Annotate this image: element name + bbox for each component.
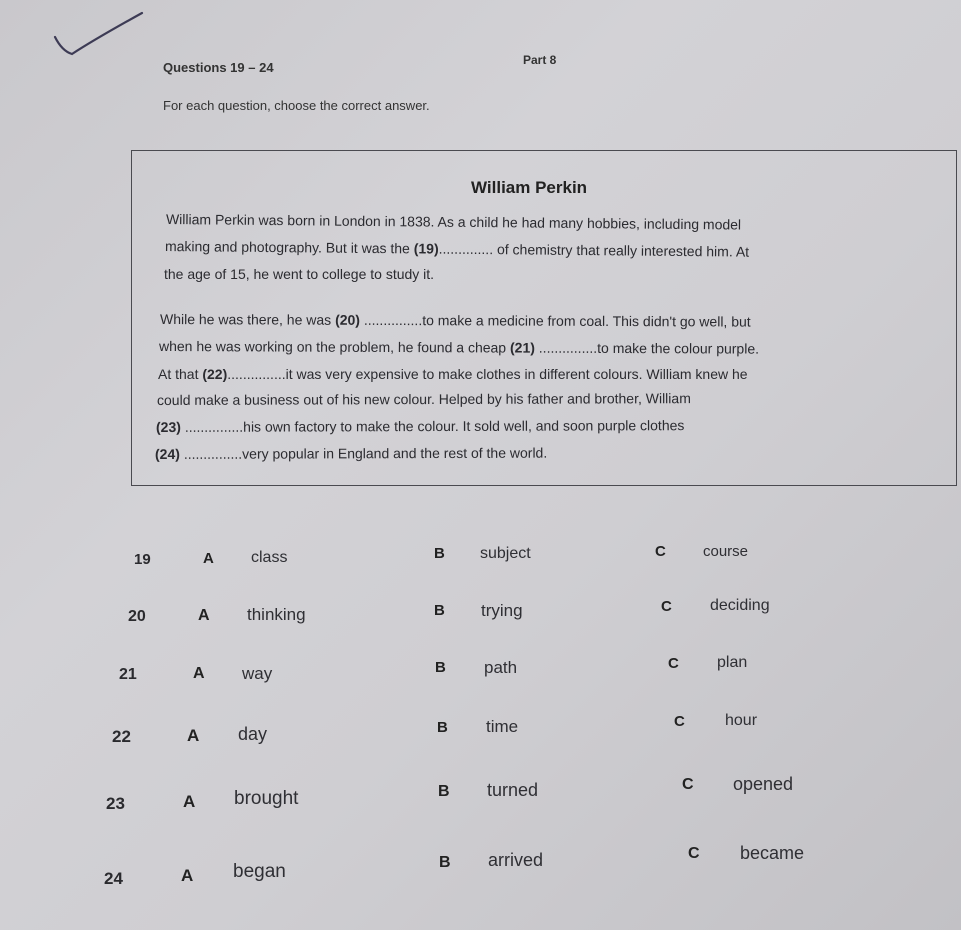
option-letter-a: A (198, 607, 210, 624)
option-c[interactable]: course (703, 543, 749, 560)
option-b[interactable]: path (484, 658, 518, 677)
passage-text: At that (158, 366, 203, 382)
option-letter-a: A (187, 726, 200, 745)
passage-text: making and photography. But it was the (164, 238, 414, 257)
option-letter-b: B (434, 602, 445, 619)
option-letter-b: B (438, 783, 450, 800)
question-number: 24 (104, 869, 123, 888)
option-a[interactable]: way (242, 664, 273, 683)
question-number: 19 (134, 551, 151, 568)
passage-text: ...............very popular in England and the rest of the world. (179, 444, 548, 462)
option-letter-a: A (183, 792, 196, 811)
option-a[interactable]: day (238, 724, 268, 744)
option-c[interactable]: became (740, 843, 805, 863)
part-label: Part 8 (523, 53, 557, 67)
gap-number: (22) (202, 366, 228, 382)
question-number: 20 (128, 608, 146, 625)
option-a[interactable]: class (251, 549, 288, 566)
option-b[interactable]: trying (481, 601, 523, 620)
passage-text: ...............it was very expensive to make clothes in different colours. William knew he (227, 366, 748, 382)
option-letter-b: B (439, 854, 451, 871)
passage-line (158, 366, 748, 382)
passage-text: ...............to make the colour purple. (534, 339, 760, 357)
option-letter-c: C (668, 655, 679, 672)
gap-number: (19) (413, 240, 439, 257)
option-letter-c: C (661, 598, 672, 615)
option-c[interactable]: deciding (710, 597, 770, 614)
option-b[interactable]: turned (487, 780, 539, 800)
option-letter-b: B (435, 659, 446, 676)
question-number: 23 (106, 794, 125, 813)
option-letter-b: B (434, 545, 445, 562)
passage-line (157, 390, 691, 408)
option-b[interactable]: arrived (488, 850, 544, 870)
option-b[interactable]: subject (480, 545, 531, 562)
option-letter-c: C (674, 713, 685, 730)
passage-text: William Perkin was born in London in 1838. As a child he had many hobbies, including model (165, 211, 742, 233)
option-letter-a: A (193, 665, 205, 682)
option-a[interactable]: began (233, 861, 286, 882)
option-c[interactable]: opened (733, 774, 794, 794)
passage-text: could make a business out of his new colour. Helped by his father and brother, William (156, 390, 691, 408)
option-letter-b: B (437, 719, 448, 736)
passage-text: the age of 15, he went to college to study it. (164, 266, 435, 282)
gap-number: (21) (509, 339, 535, 356)
passage-text: While he was there, he was (159, 311, 336, 328)
gap-number: (20) (335, 311, 361, 328)
passage-line (160, 311, 751, 330)
instruction-text: For each question, choose the correct answer. (163, 98, 430, 113)
passage-text: ...............his own factory to make the colour. It sold well, and soon purple clothes (180, 417, 685, 435)
option-letter-a: A (181, 866, 194, 885)
option-a[interactable]: brought (234, 788, 299, 809)
option-letter-c: C (682, 776, 694, 793)
option-b[interactable]: time (486, 717, 519, 736)
passage-line (159, 338, 759, 357)
passage-text: when he was working on the problem, he found a cheap (158, 338, 511, 356)
option-letter-c: C (655, 543, 666, 560)
questions-title: Questions 19 – 24 (163, 60, 274, 75)
passage-line (156, 417, 684, 435)
option-a[interactable]: thinking (247, 605, 306, 624)
passage-line (164, 266, 434, 282)
option-c[interactable]: hour (725, 712, 758, 729)
question-number: 22 (112, 727, 131, 746)
passage-text: .............. of chemistry that really interested him. At (438, 240, 750, 260)
option-letter-c: C (688, 845, 700, 862)
question-number: 21 (119, 666, 137, 683)
check-mark-icon (40, 5, 150, 65)
passage-line (155, 445, 547, 462)
gap-number: (24) (154, 445, 180, 462)
option-letter-a: A (203, 550, 214, 567)
passage-title: William Perkin (471, 178, 588, 197)
passage-text: ...............to make a medicine from coal. This didn't go well, but (359, 311, 751, 330)
gap-number: (23) (155, 418, 181, 435)
option-c[interactable]: plan (717, 654, 748, 671)
